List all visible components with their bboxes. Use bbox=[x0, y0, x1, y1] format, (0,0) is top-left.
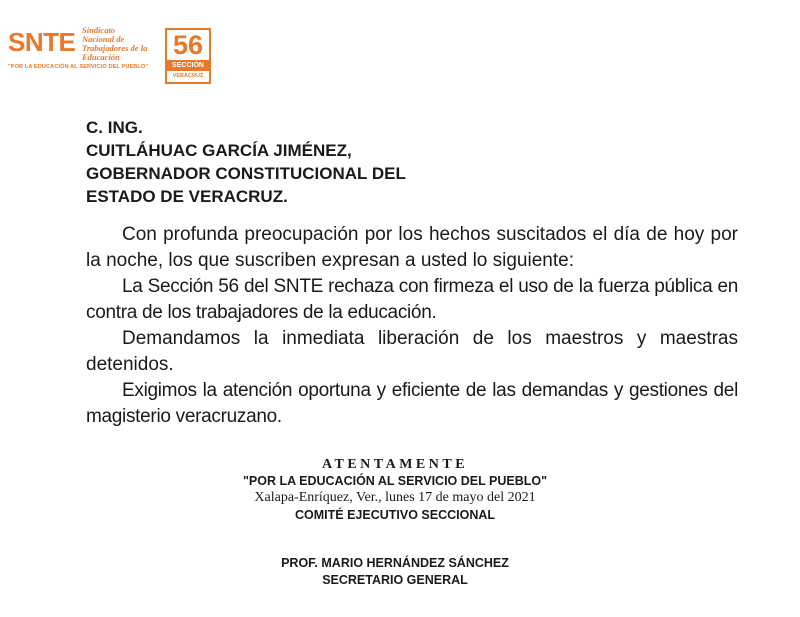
place-date: Xalapa-Enríquez, Ver., lunes 17 de mayo del 2021 bbox=[254, 490, 536, 505]
logo-motto: "POR LA EDUCACIÓN AL SERVICIO DEL PUEBLO" bbox=[8, 64, 149, 70]
body-paragraph: Demandamos la inmediata liberación de los maestros y maestras detenidos. bbox=[86, 328, 738, 375]
letter-body bbox=[86, 222, 738, 430]
body-paragraph: La Sección 56 del SNTE rechaza con firmeza el uso de la fuerza pública en contra de los trabajadores de la educación. bbox=[86, 276, 738, 323]
closing-salutation: ATENTAMENTE bbox=[321, 457, 469, 472]
section-number: 56 bbox=[172, 30, 204, 60]
logo-name-line: Nacional de bbox=[82, 34, 125, 44]
signatory-title: SECRETARIO GENERAL bbox=[322, 573, 468, 587]
committee-name: COMITÉ EJECUTIVO SECCIONAL bbox=[294, 508, 496, 522]
addressee-line: ESTADO DE VERACRUZ. bbox=[86, 187, 288, 206]
addressee-line: CUITLÁHUAC GARCÍA JIMÉNEZ, bbox=[86, 141, 352, 160]
body-paragraph: Con profunda preocupación por los hechos suscitados el día de hoy por la noche, los que suscriben expresan a usted lo siguiente: bbox=[86, 224, 738, 271]
closing-block bbox=[200, 456, 590, 523]
section-state: VERACRUZ bbox=[172, 73, 204, 79]
signature-block bbox=[200, 555, 590, 589]
addressee-line: GOBERNADOR CONSTITUCIONAL DEL bbox=[86, 164, 406, 183]
signatory-name: PROF. MARIO HERNÁNDEZ SÁNCHEZ bbox=[281, 556, 509, 570]
closing-motto: "POR LA EDUCACIÓN AL SERVICIO DEL PUEBLO" bbox=[242, 474, 548, 488]
snte-logo bbox=[8, 22, 208, 84]
logo-name-line: Educación bbox=[82, 52, 120, 62]
section-badge bbox=[165, 28, 211, 84]
body-paragraph: Exigimos la atención oportuna y eficiente de las demandas y gestiones del magisterio veracruzano. bbox=[86, 380, 738, 427]
logo-acronym: SNTE bbox=[8, 27, 76, 57]
logo-name-line: Sindicato bbox=[82, 25, 116, 35]
logo-full-name bbox=[82, 26, 162, 62]
addressee-line: C. ING. bbox=[86, 118, 143, 137]
logo-name-line: Trabajadores de la bbox=[82, 43, 148, 53]
section-label: SECCIÓN bbox=[166, 60, 210, 71]
addressee-block bbox=[86, 116, 406, 208]
